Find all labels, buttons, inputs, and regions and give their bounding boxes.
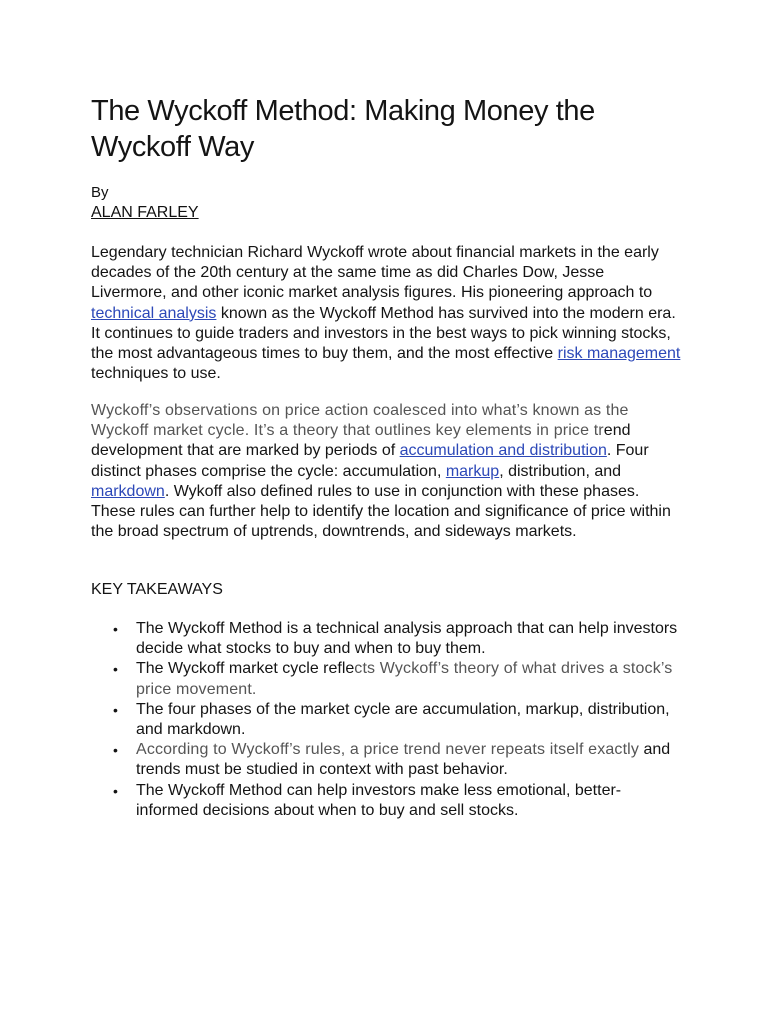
technical-analysis-link[interactable]: technical analysis <box>91 304 217 322</box>
markup-link[interactable]: markup <box>445 462 500 480</box>
paragraph-text: known as the Wyckoff Method has survived into the modern era. It continues to guide traders and investors in the best ways to pick winning stocks, the most advantageous times to buy them, and the most effective <box>91 304 676 363</box>
list-item <box>91 740 681 780</box>
list-item-text: The Wyckoff Method can help investors make less emotional, better-informed decisions about when to buy and sell stocks. <box>136 781 622 819</box>
list-item <box>91 700 681 740</box>
paragraph-text: , distribution, and <box>499 462 622 480</box>
paragraph-text: techniques to use. <box>91 365 221 383</box>
markdown-link[interactable]: markdown <box>91 482 165 500</box>
byline-label: By <box>91 184 109 201</box>
list-item-text: The Wyckoff Method is a technical analysis approach that can help investors decide what stocks to buy and when to buy them. <box>136 620 678 658</box>
article-title: The Wyckoff Method: Making Money the Wyckoff Way <box>91 95 595 163</box>
list-item <box>91 619 681 659</box>
market-cycle-paragraph <box>91 401 681 542</box>
list-item-text: The Wyckoff market cycle refle <box>136 660 355 678</box>
accumulation-distribution-link[interactable]: accumulation and distribution <box>399 442 607 460</box>
list-item-text: According to Wyckoff’s rules, a price trend never repeats itself exactly <box>136 741 640 759</box>
list-item-text: cts Wyckoff’s theory of what drives a stock’s price movement. <box>136 660 673 698</box>
key-takeaways-heading: KEY TAKEAWAYS <box>91 581 223 598</box>
list-item-text: and trends must be studied in context with past behavior. <box>136 741 671 779</box>
author-link[interactable]: ALAN FARLEY <box>91 204 199 221</box>
paragraph-text: end development that are marked by periods of <box>91 422 631 460</box>
paragraph-text: . Wykoff also defined rules to use in conjunction with these phases. These rules can further help to identify the location and significance of price within the broad spectrum of uptrends, downtrends, and sideways markets. <box>91 482 671 541</box>
list-item-text: The four phases of the market cycle are accumulation, markup, distribution, and markdown. <box>136 700 670 739</box>
paragraph-text: Legendary technician Richard Wyckoff wrote about financial markets in the early decades of the 20th century at the same time as did Charles Dow, Jesse Livermore, and other iconic market analysis figures. His pioneering approach to <box>91 244 659 302</box>
risk-management-link[interactable]: risk management <box>557 345 681 363</box>
list-item <box>91 659 681 699</box>
intro-paragraph <box>91 243 681 384</box>
paragraph-text: . Four distinct phases comprise the cycle: accumulation, <box>91 442 649 480</box>
paragraph-text: Wyckoff’s observations on price action coalesced into what’s known as the Wyckoff market cycle. It’s a theory that outlines key elements in price tr <box>91 402 629 440</box>
list-item <box>91 781 681 821</box>
key-takeaways-list <box>91 619 681 821</box>
